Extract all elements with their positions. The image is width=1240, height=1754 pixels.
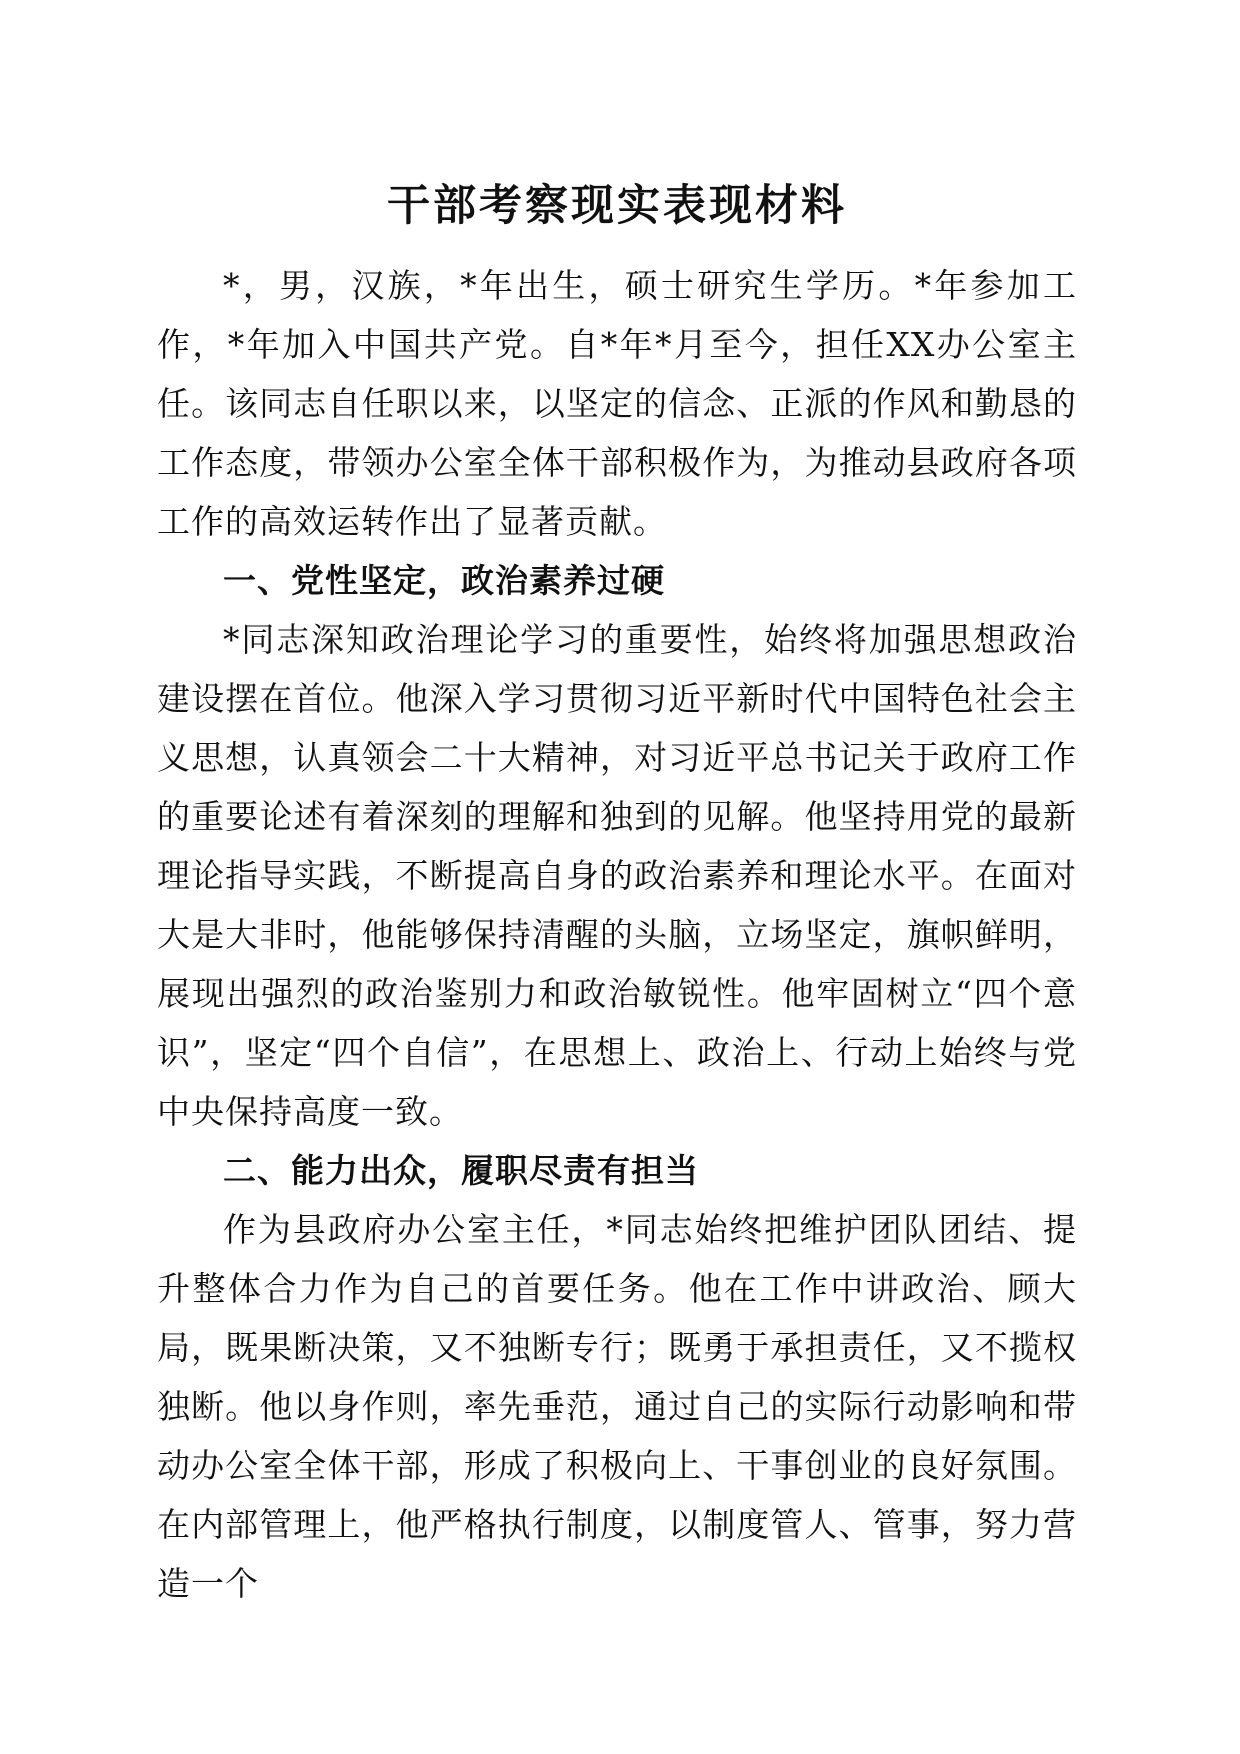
section-2	[157, 1141, 1077, 1613]
document-page	[157, 178, 1077, 1613]
section-heading: 一、党性坚定，政治素养过硬	[223, 561, 665, 600]
section-body: *同志深知政治理论学习的重要性，始终将加强思想政治建设摆在首位。他深入学习贯彻习近平新时代中国特色社会主义思想，认真领会二十大精神，对习近平总书记关于政府工作的重要论述有着深刻的理解和独到的见解。他坚持用党的最新理论指导实践，不断提高自身的政治素养和理论水平。在面对大是大非时，他能够保持清醒的头脑，立场坚定，旗帜鲜明，展现出强烈的政治鉴别力和政治敏锐性。他牢固树立“四个意识”，坚定“四个自信”，在思想上、政治上、行动上始终与党中央保持高度一致。	[157, 620, 1077, 1131]
section-heading: 二、能力出众，履职尽责有担当	[223, 1151, 699, 1190]
intro-paragraph: *，男，汉族，*年出生，硕士研究生学历。*年参加工作，*年加入中国共产党。自*年*月至今，担任XX办公室主任。该同志自任职以来，以坚定的信念、正派的作风和勤恳的工作态度，带领办公室全体干部积极作为，为推动县政府各项工作的高效运转作出了显著贡献。	[157, 266, 1077, 541]
document-title: 干部考察现实表现材料	[387, 181, 847, 231]
section-1	[157, 551, 1077, 1141]
section-body: 作为县政府办公室主任，*同志始终把维护团队团结、提升整体合力作为自己的首要任务。他在工作中讲政治、顾大局，既果断决策，又不独断专行；既勇于承担责任，又不揽权独断。他以身作则，率先垂范，通过自己的实际行动影响和带动办公室全体干部，形成了积极向上、干事创业的良好氛围。在内部管理上，他严格执行制度，以制度管人、管事，努力营造一个	[157, 1210, 1077, 1603]
